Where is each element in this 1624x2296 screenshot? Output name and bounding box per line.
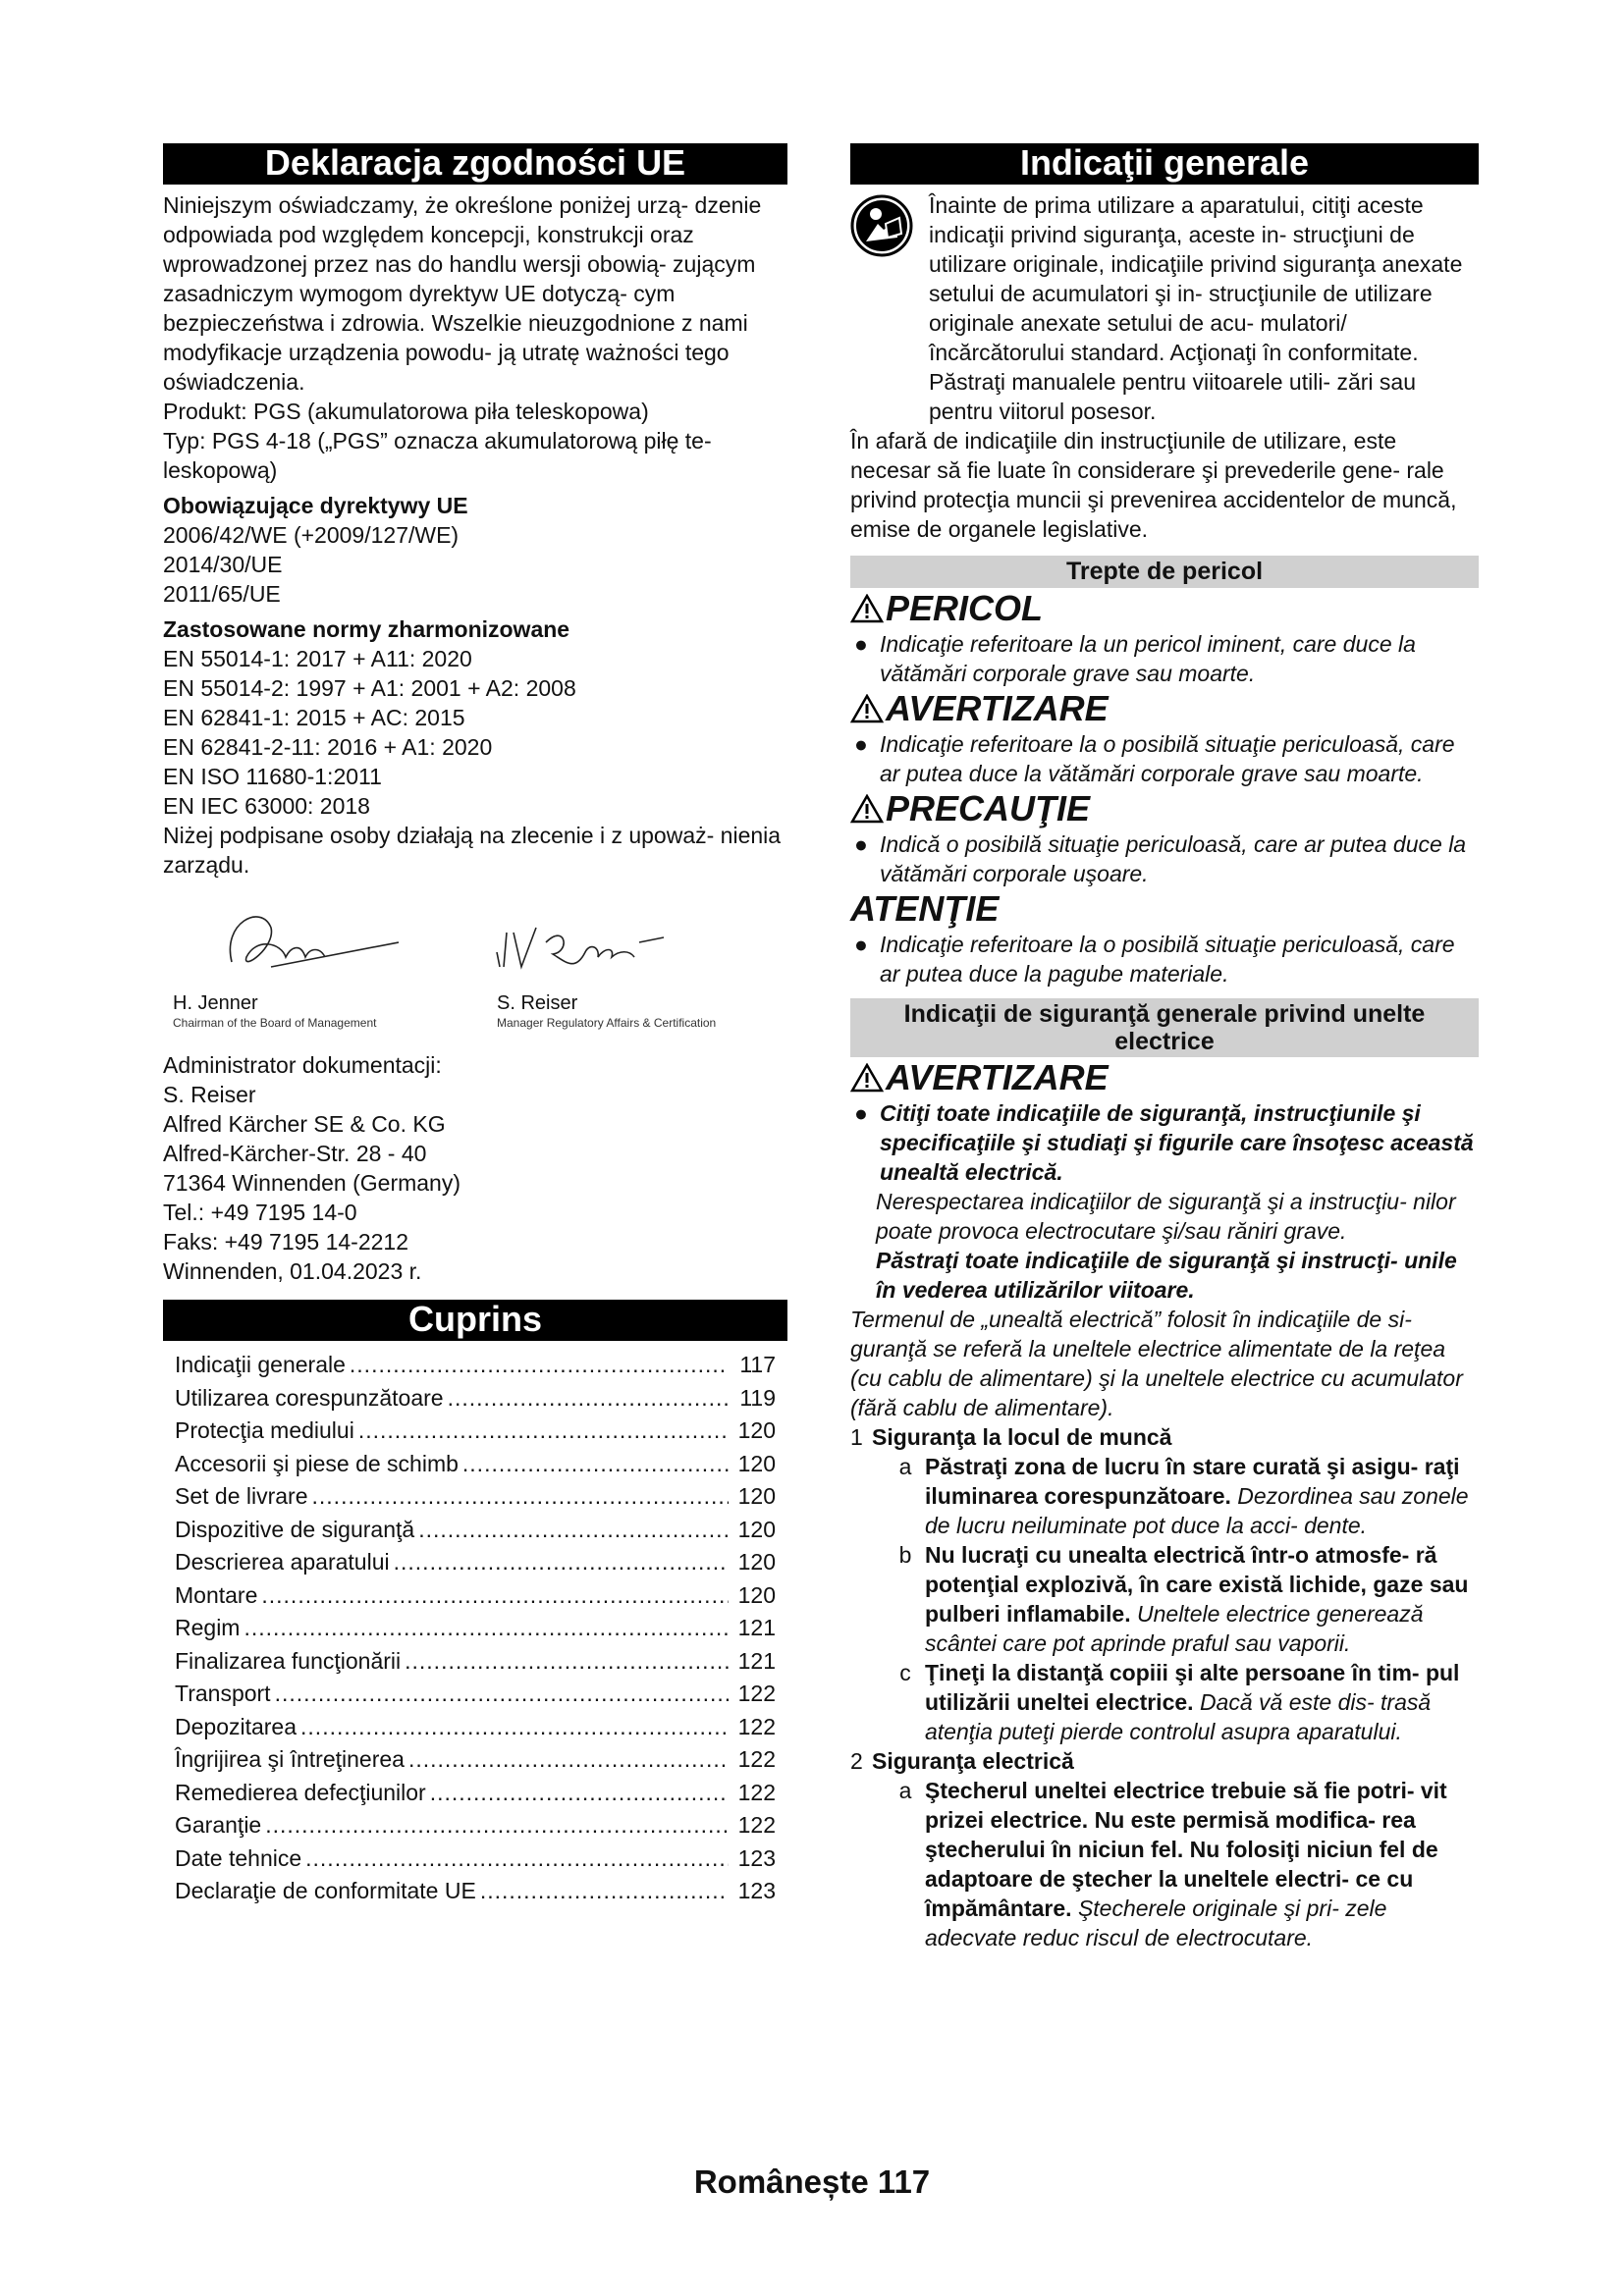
norms-title: Zastosowane normy zharmonizowane (163, 616, 570, 642)
footer-page-number: 117 (877, 2163, 931, 2200)
product-line: Produkt: PGS (akumulatorowa piła teleskopowa) (163, 399, 649, 424)
warning-triangle-icon (850, 694, 884, 723)
admin-line: Faks: +49 7195 14-2212 (163, 1229, 408, 1255)
toc-page: 121 (737, 1647, 776, 1674)
safety-warning-bullet: ● Citiţi toate indicaţiile de siguranţă, instrucţiunile şi specificaţiile şi studiaţi şi figurile care însoţesc această unealtă electrică. (850, 1098, 1479, 1187)
norm-item: EN 62841-1: 2015 + AC: 2015 (163, 705, 465, 730)
section-title: Siguranţa la locul de muncă (872, 1424, 1172, 1450)
admin-line: Tel.: +49 7195 14-0 (163, 1200, 357, 1225)
toc-page: 119 (739, 1384, 776, 1411)
hazard-text: Indicaţie referitoare la o posibilă situaţie periculoasă, care ar putea duce la pagube materiale. (880, 932, 1455, 987)
hazard-description: ● Indică o posibilă situaţie periculoasă, care ar putea duce la vătămări corporale uşoare. (850, 829, 1479, 888)
signer-2-name: S. Reiser (497, 992, 578, 1014)
general-intro-text: Înainte de prima utilizare a aparatului, citiţi aceste indicaţii privind siguranţa, aceste in- strucţiuni de utilizare originale, indicaţiile privind siguranţa anexate setului de acumulatori şi in- strucţiunile de utilizare originale anexate setului de acu- mulatori/încărcătorului standard. Acţionaţi în conformitate. Păstraţi manualele pentru viitoarele utili- zări sau pentru viitorul posesor. (929, 192, 1463, 424)
norm-item: EN IEC 63000: 2018 (163, 793, 370, 819)
admin-line: S. Reiser (163, 1082, 256, 1107)
signer-1 (173, 991, 376, 1031)
toc-label: Protecţia mediului (175, 1417, 354, 1443)
norm-item: EN 62841-2-11: 2016 + A1: 2020 (163, 734, 493, 760)
item-text: Dacă vă este dis- trasă atenţia puteţi pierde controlul asupra aparatului. (925, 1689, 1432, 1744)
safety-item (850, 1452, 1479, 1540)
safety-term-text: Termenul de „unealtă electrică” folosit în indicaţiile de si- guranţă se referă la uneltele electrice alimentate de la reţea (cu cablu de alimentare) şi la uneltele electrice cu acumulator (fără cablu de alimentare). (850, 1307, 1463, 1420)
admin-line: Administrator dokumentacji: (163, 1052, 442, 1078)
toc-page: 120 (737, 1417, 776, 1443)
hazard-label-text: ATENŢIE (850, 888, 1000, 929)
toc-label: Dispozitive de siguranţă (175, 1516, 415, 1542)
toc-label: Finalizarea funcţionării (175, 1647, 402, 1674)
section-1-items (850, 1452, 1479, 1746)
safety-warning-text: Nerespectarea indicaţiilor de siguranţă şi a instrucţiu- nilor poate provoca electrocutare şi/sau răniri grave. (876, 1189, 1456, 1244)
jenner-signature-image (202, 903, 399, 991)
declaration-intro: Niniejszym oświadczamy, że określone poniżej urzą- dzenie odpowiada pod względem koncepcji, konstrukcji oraz wprowadzonej przez nas do handlu wersji obowią- zującym zasadniczym wymogom dyrektyw UE dotyczą- cym bezpieczeństwa i zdrowia. Wszelkie nieuzgodnione z nami modyfikacje urządzenia powodu- ją utratę ważności tego oświadczenia. (163, 192, 762, 395)
safety-item (850, 1658, 1479, 1746)
toc-label: Indicaţii generale (175, 1352, 346, 1377)
toc-page: 120 (737, 1549, 776, 1575)
safety-item (850, 1776, 1479, 1952)
page-footer (0, 2163, 1624, 2200)
toc-label: Regim (175, 1615, 241, 1640)
item-bold-text: Ştecherul uneltei electrice trebuie să fie potri- vit prizei electrice. Nu este permisă modifica- rea ştecherului în niciun fel. Nu folosiţi niciun fel de adaptoare de ştecher la uneltele electri- ce cu împământare. (925, 1778, 1447, 1921)
toc-page: 122 (737, 1681, 776, 1706)
toc-entry[interactable] (175, 1842, 776, 1876)
warning-triangle-icon (850, 794, 884, 824)
section-2-items (850, 1776, 1479, 1952)
hazard-description: ● Indicaţie referitoare la o posibilă situaţie periculoasă, care ar putea duce la pagube materiale. (850, 930, 1479, 988)
hazard-label-text: AVERTIZARE (886, 688, 1109, 728)
toc-page: 122 (737, 1746, 776, 1772)
toc-entry[interactable] (175, 1645, 776, 1679)
hazard-text: Indicaţie referitoare la o posibilă situaţie periculoasă, care ar putea duce la vătămări corporale grave sau moarte. (880, 731, 1455, 786)
toc-entry[interactable] (175, 1678, 776, 1711)
signed-note: Niżej podpisane osoby działają na zlecenie i z upoważ- nienia zarządu. (163, 823, 782, 878)
toc-dots (312, 1480, 729, 1514)
safety-item (850, 1540, 1479, 1658)
signer-2 (497, 991, 716, 1031)
toc-label: Îngrijirea şi întreţinerea (175, 1746, 405, 1772)
general-intro (850, 190, 1479, 426)
toc-page: 120 (737, 1516, 776, 1542)
directive-item: 2011/65/UE (163, 581, 281, 607)
section-number: 1 (850, 1424, 863, 1450)
toc-label: Montare (175, 1581, 258, 1608)
section-title: Siguranţa electrică (872, 1748, 1074, 1774)
hazard-label-avertizare (850, 688, 1479, 729)
item-bold-text: Păstraţi zona de lucru în stare curată şi asigu- raţi iluminarea corespunzătoare. (925, 1454, 1460, 1509)
toc-label: Date tehnice (175, 1844, 302, 1871)
toc-entry[interactable] (175, 1875, 776, 1908)
toc-dots (405, 1645, 729, 1679)
toc-page: 120 (737, 1483, 776, 1509)
toc-dots (275, 1678, 729, 1711)
reiser-signature-image (492, 913, 678, 982)
toc-dots (408, 1743, 729, 1777)
warning-triangle-icon (850, 1063, 884, 1093)
toc-page: 120 (737, 1450, 776, 1476)
toc-dots (462, 1448, 729, 1481)
norm-item: EN 55014-2: 1997 + A1: 2001 + A2: 2008 (163, 675, 576, 701)
toc-entry[interactable] (175, 1711, 776, 1744)
toc-entry[interactable] (175, 1743, 776, 1777)
toc-label: Transport (175, 1681, 271, 1706)
safety-keep-text: Păstraţi toate indicaţiile de siguranţă şi instrucţi- unile în vederea utilizărilor viitoare. (876, 1248, 1457, 1303)
footer-language: Românește (693, 2163, 869, 2200)
toc-label: Set de livrare (175, 1483, 308, 1509)
hazard-label-pericol (850, 588, 1479, 629)
toc-dots (265, 1809, 729, 1842)
toc-label: Depozitarea (175, 1713, 298, 1739)
directive-item: 2014/30/UE (163, 552, 283, 577)
hazard-description: ● Indicaţie referitoare la o posibilă situaţie periculoasă, care ar putea duce la vătămări corporale grave sau moarte. (850, 729, 1479, 788)
toc-page: 123 (737, 1844, 776, 1871)
toc-label: Utilizarea corespunzătoare (175, 1384, 444, 1411)
type-line: Typ: PGS 4-18 („PGS” oznacza akumulatorową piłę te- leskopową) (163, 428, 712, 483)
toc-dots (394, 1546, 729, 1579)
table-of-contents (163, 1349, 787, 1908)
left-column (163, 143, 787, 1908)
section-number: 2 (850, 1748, 863, 1774)
item-letter: a (898, 1778, 912, 1803)
hazard-label-text: PRECAUŢIE (886, 788, 1091, 828)
item-bold-text: Nu lucraţi cu unealta electrică într-o atmosfe- ră potenţial explozivă, în care există lichide, gaze sau pulberi inflamabile. (925, 1542, 1469, 1627)
toc-dots (350, 1349, 729, 1382)
toc-page: 122 (737, 1713, 776, 1739)
toc-title: Cuprins (163, 1300, 787, 1341)
signature-area (163, 883, 787, 1050)
item-bold-text: Ţineţi la distanţă copiii şi alte persoane în tim- pul utilizării uneltei electrice. (925, 1660, 1460, 1715)
toc-entry[interactable] (175, 1382, 776, 1415)
item-letter: c (899, 1660, 911, 1685)
toc-entry[interactable] (175, 1480, 776, 1514)
admin-line: Winnenden, 01.04.2023 r. (163, 1258, 422, 1284)
toc-dots (480, 1875, 729, 1908)
item-text: Ştecherele originale şi pri- zele adecvate reduc riscul de electrocutare. (925, 1896, 1387, 1950)
toc-page: 123 (737, 1878, 776, 1903)
toc-entry[interactable] (175, 1349, 776, 1382)
declaration-title: Deklaracja zgodności UE (163, 143, 787, 185)
toc-dots (300, 1711, 729, 1744)
hazard-description: ● Indicaţie referitoare la un pericol iminent, care duce la vătămări corporale grave sau moarte. (850, 629, 1479, 688)
toc-label: Garanţie (175, 1812, 262, 1838)
toc-entry[interactable] (175, 1448, 776, 1481)
hazard-label-text: PERICOL (886, 588, 1044, 628)
hazard-text: Indicaţie referitoare la un pericol iminent, care duce la vătămări corporale grave sau moarte. (880, 631, 1416, 686)
toc-entry[interactable] (175, 1579, 776, 1613)
safety-warning-label (850, 1057, 1479, 1098)
general-title: Indicaţii generale (850, 143, 1479, 185)
toc-entry[interactable] (175, 1415, 776, 1448)
norm-item: EN ISO 11680-1:2011 (163, 764, 382, 789)
toc-label: Accesorii şi piese de schimb (175, 1450, 459, 1476)
directive-item: 2006/42/WE (+2009/127/WE) (163, 522, 460, 548)
signer-1-role: Chairman of the Board of Management (173, 1016, 377, 1030)
signer-2-role: Manager Regulatory Affairs & Certification (497, 1016, 717, 1030)
hazard-label-precautie (850, 788, 1479, 829)
section-2-heading (850, 1746, 1479, 1776)
norm-item: EN 55014-1: 2017 + A11: 2020 (163, 646, 472, 671)
toc-entry[interactable] (175, 1612, 776, 1645)
admin-line: Alfred-Kärcher-Str. 28 - 40 (163, 1141, 427, 1166)
directives-title: Obowiązujące dyrektywy UE (163, 493, 468, 518)
toc-dots (305, 1842, 729, 1876)
hazard-title: Trepte de pericol (850, 556, 1479, 588)
item-text: Dezordinea sau zonele de lucru neiluminate pot duce la acci- dente. (925, 1483, 1469, 1538)
hazard-text: Indică o posibilă situaţie periculoasă, care ar putea duce la vătămări corporale uşoare. (880, 831, 1467, 886)
right-column (850, 143, 1479, 1952)
toc-dots (244, 1612, 729, 1645)
toc-dots (358, 1415, 729, 1448)
general-para2: În afară de indicaţiile din instrucţiunile de utilizare, este necesar să fie luate în considerare şi prevederile gene- rale privind protecţia muncii şi prevenirea accidentelor de muncă, emise de organele legislative. (850, 428, 1457, 542)
signer-1-name: H. Jenner (173, 992, 258, 1014)
toc-dots (430, 1777, 729, 1810)
toc-label: Declaraţie de conformitate UE (175, 1878, 476, 1903)
toc-page: 122 (737, 1779, 776, 1805)
toc-label: Descrierea aparatului (175, 1549, 390, 1575)
hazard-label-atentie (850, 888, 1479, 930)
admin-line: Alfred Kärcher SE & Co. KG (163, 1111, 446, 1137)
toc-page: 117 (739, 1352, 776, 1377)
toc-entry[interactable] (175, 1777, 776, 1810)
toc-page: 121 (737, 1615, 776, 1640)
toc-dots (261, 1579, 729, 1613)
toc-label: Remedierea defecţiunilor (175, 1779, 426, 1805)
safety-title: Indicaţii de siguranţă generale privind unelte electrice (850, 998, 1479, 1057)
read-manual-icon (850, 194, 913, 257)
section-1-heading (850, 1422, 1479, 1452)
toc-dots (418, 1514, 729, 1547)
toc-entry[interactable] (175, 1809, 776, 1842)
item-letter: b (898, 1542, 912, 1568)
toc-page: 120 (737, 1581, 776, 1608)
safety-warning-text: AVERTIZARE (886, 1057, 1109, 1097)
toc-entry[interactable] (175, 1546, 776, 1579)
toc-page: 122 (737, 1812, 776, 1838)
item-text: Uneltele electrice generează scântei care pot aprinde praful sau vaporii. (925, 1601, 1424, 1656)
warning-triangle-icon (850, 594, 884, 623)
safety-warning-bold: Citiţi toate indicaţiile de siguranţă, instrucţiunile şi specificaţiile şi studiaţi şi figurile care însoţesc această unealtă electrică. (880, 1100, 1474, 1185)
toc-dots (448, 1382, 729, 1415)
item-letter: a (898, 1454, 912, 1479)
admin-line: 71364 Winnenden (Germany) (163, 1170, 460, 1196)
toc-entry[interactable] (175, 1514, 776, 1547)
